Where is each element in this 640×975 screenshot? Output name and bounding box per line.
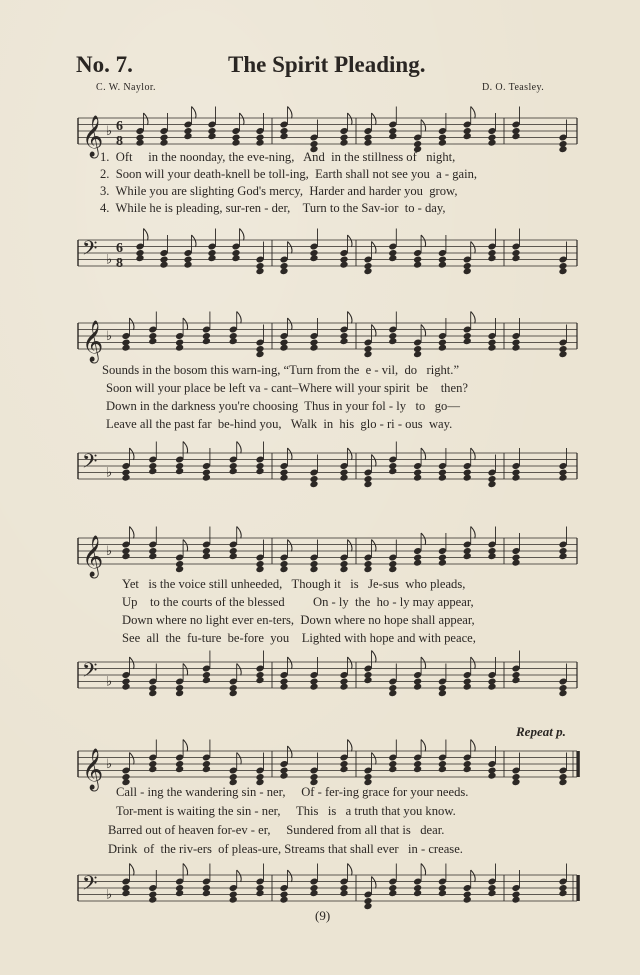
note-head bbox=[558, 145, 567, 153]
note-flag bbox=[348, 740, 353, 752]
note-head bbox=[388, 254, 397, 262]
note-flag bbox=[130, 318, 135, 330]
note-head bbox=[309, 889, 318, 897]
note-head bbox=[558, 778, 567, 786]
lyric-line: Soon will your place be left va - cant–Where will your spirit be then? bbox=[106, 381, 468, 395]
bass-staff-2 bbox=[72, 443, 582, 493]
note-head bbox=[339, 474, 348, 482]
lyric-line: 3. While you are slighting God's mercy, Harder and harder you grow, bbox=[100, 184, 458, 198]
note-head bbox=[148, 896, 157, 904]
note-flag bbox=[421, 864, 426, 876]
note-flag bbox=[288, 242, 293, 254]
note-flag bbox=[288, 107, 293, 119]
treble-staff-4 bbox=[72, 741, 582, 791]
note-flag bbox=[288, 657, 293, 669]
note-head bbox=[413, 474, 422, 482]
lyric-line: Down where no light ever en-ters, Down where no hope shall appear, bbox=[122, 613, 475, 627]
note-head bbox=[363, 350, 372, 358]
note-head bbox=[511, 344, 520, 352]
note-head bbox=[438, 344, 447, 352]
note-head bbox=[339, 683, 348, 691]
note-head bbox=[183, 132, 192, 140]
note-head bbox=[438, 689, 447, 697]
note-head bbox=[487, 344, 496, 352]
note-flag bbox=[130, 657, 135, 669]
note-head bbox=[438, 139, 447, 147]
note-head bbox=[121, 344, 130, 352]
note-flag bbox=[421, 657, 426, 669]
note-head bbox=[487, 139, 496, 147]
note-flag bbox=[421, 325, 426, 337]
note-head bbox=[511, 254, 520, 262]
note-head bbox=[388, 689, 397, 697]
note-head bbox=[175, 344, 184, 352]
note-flag bbox=[372, 242, 377, 254]
note-flag bbox=[183, 740, 188, 752]
flat-icon: ♭ bbox=[106, 674, 113, 690]
note-head bbox=[363, 902, 372, 910]
note-head bbox=[558, 689, 567, 697]
treble-staff-3 bbox=[72, 528, 582, 578]
note-flag bbox=[192, 235, 197, 247]
time-signature-bottom: 8 bbox=[116, 134, 123, 149]
note-head bbox=[229, 467, 238, 475]
note-head bbox=[413, 765, 422, 773]
flat-icon: ♭ bbox=[106, 465, 113, 481]
note-head bbox=[202, 474, 211, 482]
note-head bbox=[339, 139, 348, 147]
note-flag bbox=[372, 877, 377, 889]
note-head bbox=[202, 676, 211, 684]
note-flag bbox=[471, 740, 476, 752]
note-head bbox=[413, 559, 422, 567]
note-head bbox=[159, 261, 168, 269]
lyric-line: Sounds in the bosom this warn-ing, “Turn from the e - vil, do right.” bbox=[102, 363, 460, 377]
note-head bbox=[363, 565, 372, 573]
note-head bbox=[309, 565, 318, 573]
note-head bbox=[309, 344, 318, 352]
note-head bbox=[388, 467, 397, 475]
note-flag bbox=[237, 312, 242, 324]
flat-icon: ♭ bbox=[106, 124, 113, 139]
note-flag bbox=[421, 120, 426, 132]
note-flag bbox=[348, 540, 353, 552]
lyric-line: Call - ing the wandering sin - ner, Of - fer-ing grace for your needs. bbox=[116, 785, 469, 799]
note-head bbox=[558, 350, 567, 358]
note-head bbox=[175, 467, 184, 475]
note-head bbox=[511, 132, 520, 140]
note-head bbox=[231, 139, 240, 147]
flat-icon: ♭ bbox=[106, 757, 113, 772]
note-head bbox=[487, 552, 496, 560]
note-head bbox=[175, 889, 184, 897]
note-head bbox=[207, 254, 216, 262]
note-head bbox=[558, 889, 567, 897]
note-flag bbox=[237, 442, 242, 454]
note-flag bbox=[237, 870, 242, 882]
note-head bbox=[279, 344, 288, 352]
note-head bbox=[558, 552, 567, 560]
lyric-line: Tor-ment is waiting the sin - ner, This is a truth that you know. bbox=[116, 804, 456, 818]
note-head bbox=[175, 565, 184, 573]
note-head bbox=[279, 267, 288, 275]
note-head bbox=[511, 778, 520, 786]
note-head bbox=[463, 132, 472, 140]
note-head bbox=[229, 896, 238, 904]
note-head bbox=[121, 552, 130, 560]
note-head bbox=[229, 337, 238, 345]
lyric-line: See all the fu-ture be-fore you Lighted with hope and with peace, bbox=[122, 631, 476, 645]
note-head bbox=[463, 765, 472, 773]
time-signature-top: 6 bbox=[116, 241, 123, 256]
lyric-line: Up to the courts of the blessed On - ly the ho - ly may appear, bbox=[122, 595, 474, 609]
note-head bbox=[229, 552, 238, 560]
note-head bbox=[413, 683, 422, 691]
treble-clef-icon: 𝄞 bbox=[82, 321, 104, 362]
lyric-line: 4. While he is pleading, sur-ren - der, Turn to the Sav-ior to - day, bbox=[100, 201, 446, 215]
note-flag bbox=[421, 448, 426, 460]
flat-icon: ♭ bbox=[106, 252, 113, 268]
note-head bbox=[207, 132, 216, 140]
note-flag bbox=[471, 870, 476, 882]
note-head bbox=[438, 261, 447, 269]
note-flag bbox=[348, 312, 353, 324]
note-flag bbox=[372, 540, 377, 552]
note-head bbox=[135, 139, 144, 147]
note-head bbox=[511, 559, 520, 567]
note-head bbox=[363, 676, 372, 684]
note-flag bbox=[471, 527, 476, 539]
bass-clef-icon: 𝄢 bbox=[82, 871, 98, 900]
note-head bbox=[463, 337, 472, 345]
note-flag bbox=[421, 235, 426, 247]
hymn-number: No. 7. bbox=[76, 52, 133, 77]
note-flag bbox=[421, 740, 426, 752]
note-head bbox=[413, 889, 422, 897]
note-flag bbox=[372, 753, 377, 765]
note-flag bbox=[237, 664, 242, 676]
note-flag bbox=[130, 527, 135, 539]
note-flag bbox=[192, 107, 197, 119]
note-head bbox=[388, 132, 397, 140]
note-head bbox=[255, 467, 264, 475]
bass-staff-1 bbox=[72, 230, 582, 280]
note-head bbox=[159, 139, 168, 147]
note-head bbox=[231, 254, 240, 262]
note-head bbox=[339, 337, 348, 345]
note-head bbox=[309, 480, 318, 488]
treble-clef-icon: 𝄞 bbox=[82, 116, 104, 157]
note-head bbox=[558, 474, 567, 482]
note-head bbox=[121, 474, 130, 482]
note-head bbox=[175, 689, 184, 697]
note-flag bbox=[240, 113, 245, 125]
note-flag bbox=[183, 442, 188, 454]
note-head bbox=[148, 552, 157, 560]
note-head bbox=[438, 765, 447, 773]
note-head bbox=[413, 350, 422, 358]
note-head bbox=[148, 765, 157, 773]
note-head bbox=[279, 132, 288, 140]
note-flag bbox=[348, 448, 353, 460]
flat-icon: ♭ bbox=[106, 329, 113, 344]
note-head bbox=[202, 765, 211, 773]
note-head bbox=[309, 683, 318, 691]
note-head bbox=[148, 337, 157, 345]
note-flag bbox=[240, 229, 245, 241]
note-head bbox=[463, 552, 472, 560]
note-head bbox=[463, 474, 472, 482]
note-head bbox=[388, 337, 397, 345]
note-head bbox=[339, 889, 348, 897]
note-flag bbox=[471, 242, 476, 254]
bass-staff-3 bbox=[72, 652, 582, 702]
note-head bbox=[255, 565, 264, 573]
note-flag bbox=[372, 113, 377, 125]
note-flag bbox=[421, 533, 426, 545]
note-flag bbox=[130, 864, 135, 876]
note-flag bbox=[144, 113, 149, 125]
flat-icon: ♭ bbox=[106, 887, 113, 903]
note-head bbox=[279, 565, 288, 573]
lyric-line: Drink of the riv-ers of pleas-ure, Streams that shall ever in - crease. bbox=[108, 842, 463, 856]
note-flag bbox=[288, 746, 293, 758]
page-number: (9) bbox=[315, 908, 331, 923]
note-flag bbox=[288, 318, 293, 330]
note-head bbox=[202, 889, 211, 897]
note-head bbox=[388, 889, 397, 897]
note-head bbox=[558, 267, 567, 275]
note-flag bbox=[348, 657, 353, 669]
note-head bbox=[279, 896, 288, 904]
note-flag bbox=[348, 864, 353, 876]
note-head bbox=[438, 889, 447, 897]
note-flag bbox=[348, 235, 353, 247]
note-head bbox=[175, 765, 184, 773]
note-head bbox=[388, 765, 397, 773]
note-head bbox=[255, 267, 264, 275]
note-head bbox=[511, 474, 520, 482]
note-head bbox=[463, 896, 472, 904]
note-head bbox=[363, 139, 372, 147]
note-head bbox=[463, 683, 472, 691]
lyric-line: 1. Oft in the noonday, the eve-ning, And in the stillness of night, bbox=[100, 150, 456, 164]
note-head bbox=[229, 689, 238, 697]
bass-clef-icon: 𝄢 bbox=[82, 236, 98, 265]
repeat-marking: Repeat p. bbox=[516, 724, 566, 739]
note-head bbox=[511, 676, 520, 684]
note-head bbox=[255, 350, 264, 358]
note-head bbox=[309, 254, 318, 262]
note-flag bbox=[288, 540, 293, 552]
note-flag bbox=[372, 651, 377, 663]
note-head bbox=[438, 474, 447, 482]
treble-clef-icon: 𝄞 bbox=[82, 749, 104, 790]
flat-icon: ♭ bbox=[106, 544, 113, 559]
note-head bbox=[255, 139, 264, 147]
note-head bbox=[279, 683, 288, 691]
note-head bbox=[487, 480, 496, 488]
note-flag bbox=[372, 455, 377, 467]
note-head bbox=[135, 254, 144, 262]
note-head bbox=[121, 683, 130, 691]
note-head bbox=[339, 565, 348, 573]
note-flag bbox=[183, 664, 188, 676]
note-head bbox=[339, 261, 348, 269]
note-head bbox=[148, 467, 157, 475]
note-head bbox=[388, 565, 397, 573]
note-flag bbox=[237, 527, 242, 539]
bass-clef-icon: 𝄢 bbox=[82, 658, 98, 687]
note-head bbox=[255, 889, 264, 897]
lyricist-credit: C. W. Naylor. bbox=[96, 82, 156, 93]
note-flag bbox=[471, 657, 476, 669]
note-head bbox=[202, 552, 211, 560]
hymn-title: The Spirit Pleading. bbox=[228, 52, 426, 77]
note-flag bbox=[288, 448, 293, 460]
lyric-line: Down in the darkness you're choosing Thus in your fol - ly to go— bbox=[106, 399, 460, 413]
note-flag bbox=[471, 107, 476, 119]
time-signature-top: 6 bbox=[116, 119, 123, 134]
note-head bbox=[255, 676, 264, 684]
note-flag bbox=[130, 753, 135, 765]
lyric-line: Yet is the voice still unheeded, Though it is Je-sus who pleads, bbox=[122, 577, 466, 591]
note-head bbox=[202, 337, 211, 345]
note-head bbox=[487, 254, 496, 262]
note-flag bbox=[183, 864, 188, 876]
note-head bbox=[487, 772, 496, 780]
note-head bbox=[121, 889, 130, 897]
note-flag bbox=[372, 325, 377, 337]
lyric-line: 2. Soon will your death-knell be toll-ing, Earth shall not see you a - gain, bbox=[100, 167, 478, 181]
note-flag bbox=[130, 448, 135, 460]
note-flag bbox=[237, 753, 242, 765]
note-head bbox=[463, 267, 472, 275]
note-head bbox=[363, 480, 372, 488]
note-head bbox=[279, 474, 288, 482]
composer-credit: D. O. Teasley. bbox=[482, 82, 545, 93]
note-flag bbox=[183, 540, 188, 552]
lyric-line: Leave all the past far be-hind you, Walk in his glo - ri - ous way. bbox=[106, 417, 453, 431]
note-flag bbox=[144, 229, 149, 241]
note-flag bbox=[183, 318, 188, 330]
treble-clef-icon: 𝄞 bbox=[82, 536, 104, 577]
note-flag bbox=[471, 448, 476, 460]
treble-staff-2 bbox=[72, 313, 582, 363]
note-head bbox=[487, 889, 496, 897]
note-head bbox=[279, 772, 288, 780]
bass-clef-icon: 𝄢 bbox=[82, 449, 98, 478]
lyric-line: Barred out of heaven for-ev - er, Sundered from all that is dear. bbox=[108, 823, 445, 837]
note-flag bbox=[288, 870, 293, 882]
note-head bbox=[363, 267, 372, 275]
note-flag bbox=[348, 113, 353, 125]
note-head bbox=[148, 689, 157, 697]
note-head bbox=[487, 683, 496, 691]
note-head bbox=[438, 559, 447, 567]
note-head bbox=[413, 261, 422, 269]
time-signature-bottom: 8 bbox=[116, 256, 123, 271]
note-flag bbox=[471, 312, 476, 324]
note-head bbox=[339, 765, 348, 773]
note-head bbox=[183, 261, 192, 269]
note-head bbox=[511, 896, 520, 904]
